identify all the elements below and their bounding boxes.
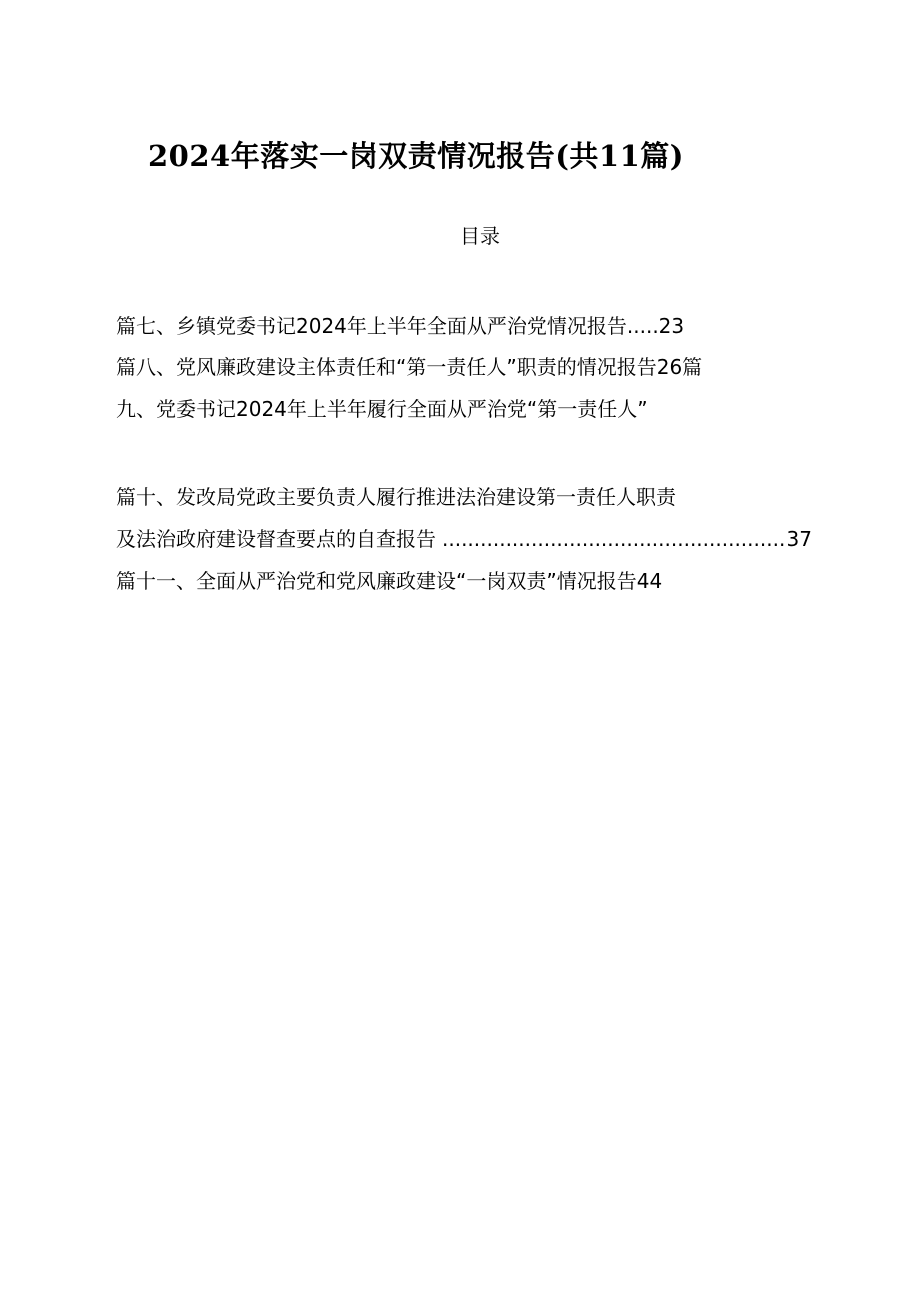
document-title: 2024年落实一岗双责情况报告(共11篇) (148, 139, 685, 173)
toc-entry-8[interactable]: 篇八、党风廉政建设主体责任和“第一责任人”职责的情况报告26篇 (116, 355, 703, 379)
toc-leader-dots (442, 524, 785, 554)
toc-entry-10-page-number: 37 (786, 527, 812, 551)
toc-entry-10[interactable]: 篇十、发改局党政主要负责人履行推进法治建设第一责任人职责 (116, 485, 676, 509)
toc-heading: 目录 (460, 224, 500, 248)
toc-entry-9-continued[interactable]: 九、党委书记2024年上半年履行全面从严治党“第一责任人” (116, 397, 648, 421)
toc-entry-10-continued[interactable] (116, 524, 812, 554)
toc-entry-11[interactable]: 篇十一、全面从严治党和党风廉政建设“一岗双责”情况报告44 (116, 569, 663, 593)
toc-entry-7[interactable]: 篇七、乡镇党委书记2024年上半年全面从严治党情况报告.....23 (116, 314, 685, 338)
toc-entry-10-text: 及法治政府建设督查要点的自查报告 (116, 527, 436, 551)
